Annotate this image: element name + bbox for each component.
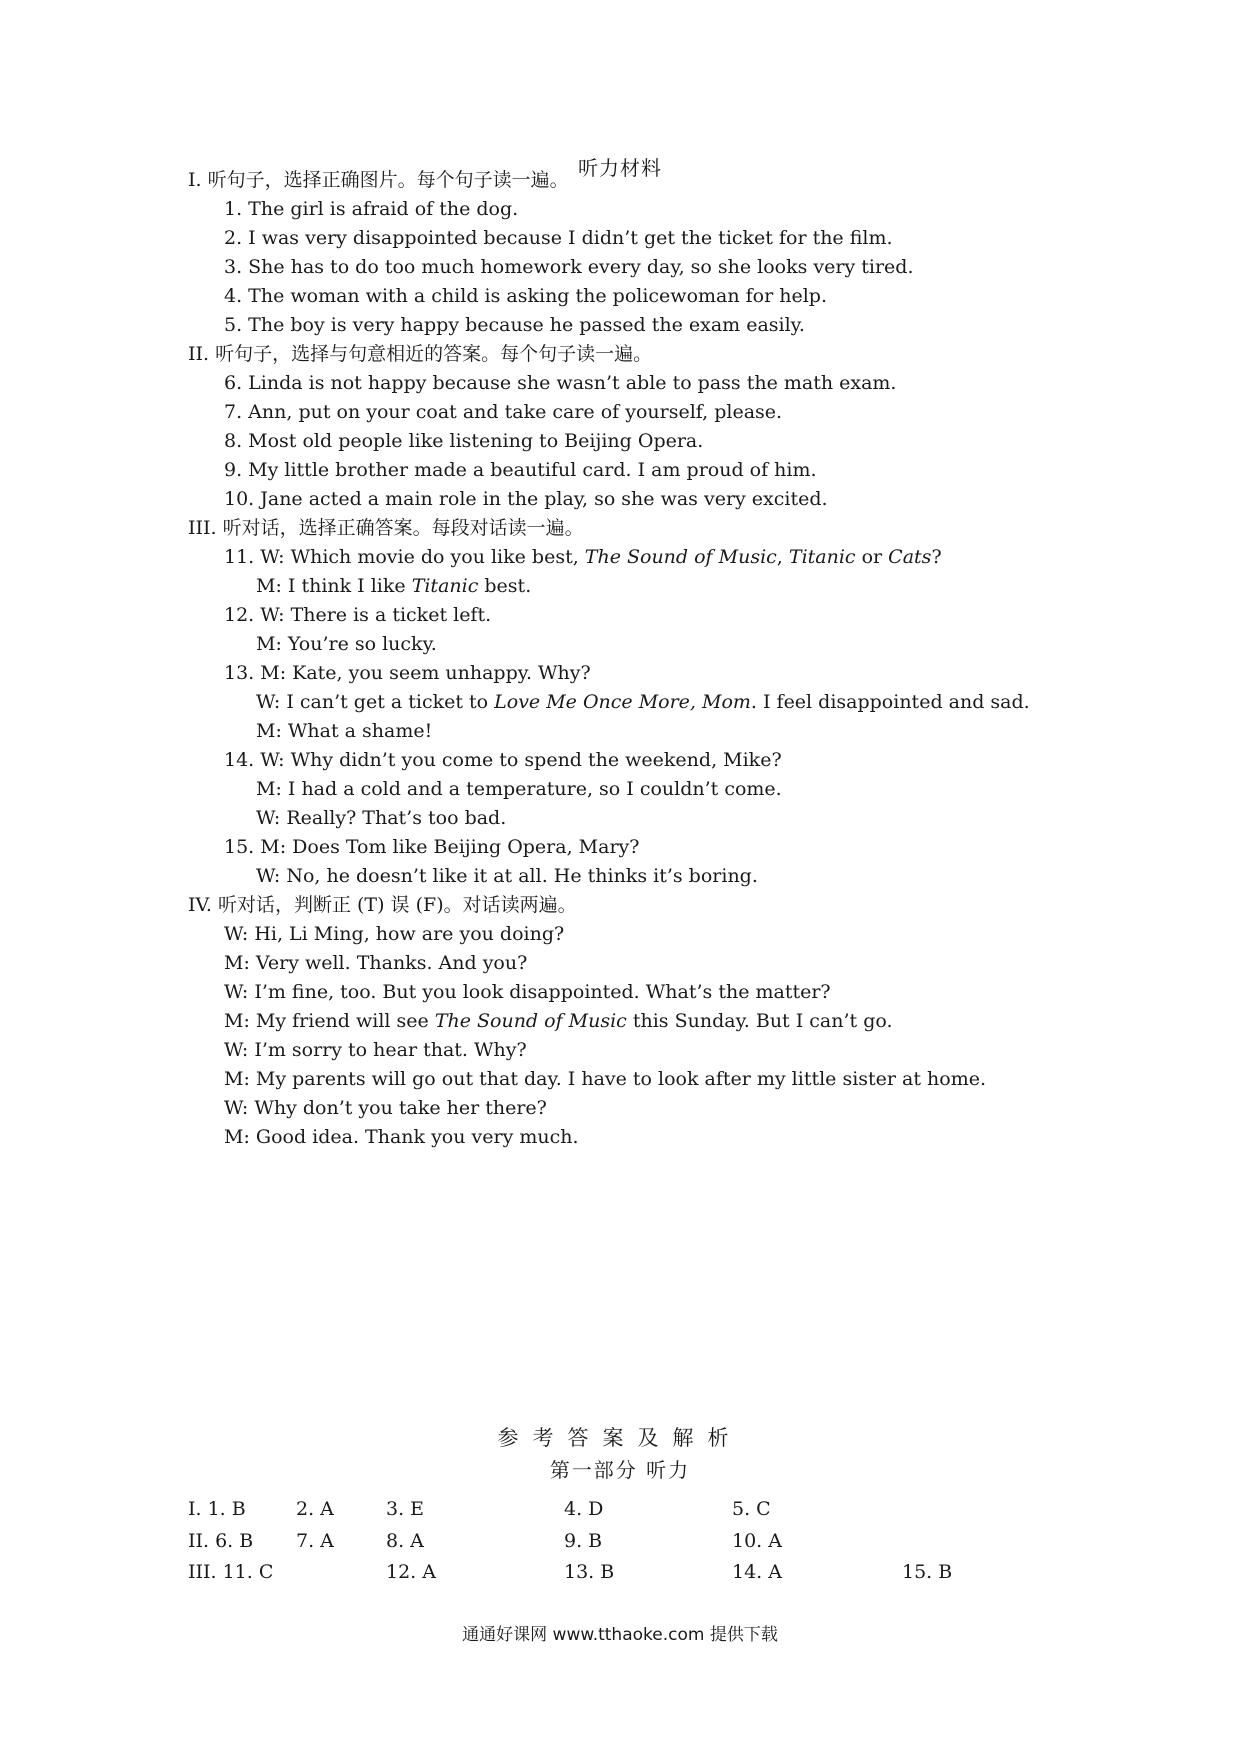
answer-cell: 14. A	[732, 1561, 782, 1583]
answer-cell: 2. A	[296, 1498, 334, 1520]
dialogue-line-q13-reply: W: I can’t get a ticket to Love Me Once More, Mom. I feel disappointed and sad.	[256, 691, 1030, 713]
answers-subtitle: 第一部分 听力	[549, 1458, 691, 1482]
dialogue-line-q14-reply2: W: Really? That’s too bad.	[256, 807, 507, 829]
list-item: 4. The woman with a child is asking the policewoman for help.	[224, 285, 827, 307]
list-item: 1. The girl is afraid of the dog.	[224, 198, 519, 220]
dialogue-line-q15: 15. M: Does Tom like Beijing Opera, Mary?	[224, 836, 640, 858]
answer-row-3	[0, 1561, 1240, 1587]
dialogue-line-q12: 12. W: There is a ticket left.	[224, 604, 492, 626]
section-heading-3: III. 听对话，选择正确答案。每段对话读一遍。	[188, 517, 584, 539]
list-item: 2. I was very disappointed because I didn’t get the ticket for the film.	[224, 227, 893, 249]
section-heading-4: IV. 听对话，判断正 (T) 误 (F)。对话读两遍。	[188, 894, 577, 916]
list-item: 5. The boy is very happy because he passed the exam easily.	[224, 314, 805, 336]
answer-cell: 3. E	[386, 1498, 425, 1520]
answer-cell: 13. B	[564, 1561, 615, 1583]
dialogue-line-q13: 13. M: Kate, you seem unhappy. Why?	[224, 662, 591, 684]
dialogue-line: W: I’m sorry to hear that. Why?	[224, 1039, 527, 1061]
dialogue-line-q13-reply2: M: What a shame!	[256, 720, 433, 742]
dialogue-line-q11: 11. W: Which movie do you like best, The Sound of Music, Titanic or Cats?	[224, 546, 942, 568]
answer-cell: III. 11. C	[188, 1561, 274, 1583]
list-item: 6. Linda is not happy because she wasn’t able to pass the math exam.	[224, 372, 897, 394]
section-heading-1: I. 听句子，选择正确图片。每个句子读一遍。	[188, 169, 569, 191]
answer-row-2	[0, 1530, 1240, 1556]
dialogue-line-q11-reply: M: I think I like Titanic best.	[256, 575, 532, 597]
answer-cell: 8. A	[386, 1530, 424, 1552]
dialogue-line: M: Good idea. Thank you very much.	[224, 1126, 579, 1148]
list-item: 9. My little brother made a beautiful card. I am proud of him.	[224, 459, 817, 481]
dialogue-line-q15-reply: W: No, he doesn’t like it at all. He thinks it’s boring.	[256, 865, 758, 887]
list-item: 7. Ann, put on your coat and take care of yourself, please.	[224, 401, 783, 423]
dialogue-line: W: Why don’t you take her there?	[224, 1097, 547, 1119]
answer-cell: 4. D	[564, 1498, 604, 1520]
answer-cell: 9. B	[564, 1530, 603, 1552]
section-heading-2: II. 听句子，选择与句意相近的答案。每个句子读一遍。	[188, 343, 653, 365]
answer-cell: 12. A	[386, 1561, 436, 1583]
answers-title: 参考答案及解析	[497, 1426, 743, 1450]
dialogue-line: W: Hi, Li Ming, how are you doing?	[224, 923, 565, 945]
dialogue-line-q14-reply: M: I had a cold and a temperature, so I couldn’t come.	[256, 778, 782, 800]
answer-cell: 5. C	[732, 1498, 771, 1520]
answer-cell: 10. A	[732, 1530, 782, 1552]
answer-cell: 15. B	[902, 1561, 953, 1583]
page-title: 听力材料	[578, 156, 662, 180]
dialogue-line: M: Very well. Thanks. And you?	[224, 952, 528, 974]
dialogue-line-q14: 14. W: Why didn’t you come to spend the weekend, Mike?	[224, 749, 782, 771]
dialogue-line: M: My parents will go out that day. I have to look after my little sister at home.	[224, 1068, 987, 1090]
list-item: 8. Most old people like listening to Beijing Opera.	[224, 430, 704, 452]
dialogue-line-q12-reply: M: You’re so lucky.	[256, 633, 437, 655]
answer-cell: 7. A	[296, 1530, 334, 1552]
list-item: 10. Jane acted a main role in the play, so she was very excited.	[224, 488, 828, 510]
answer-row-1	[0, 1498, 1240, 1524]
answer-cell: II. 6. B	[188, 1530, 254, 1552]
footer-credit: 通通好课网 www.tthaoke.com 提供下载	[462, 1625, 778, 1645]
answer-cell: I. 1. B	[188, 1498, 246, 1520]
dialogue-line: W: I’m fine, too. But you look disappointed. What’s the matter?	[224, 981, 831, 1003]
dialogue-line: M: My friend will see The Sound of Music this Sunday. But I can’t go.	[224, 1010, 893, 1032]
list-item: 3. She has to do too much homework every day, so she looks very tired.	[224, 256, 914, 278]
